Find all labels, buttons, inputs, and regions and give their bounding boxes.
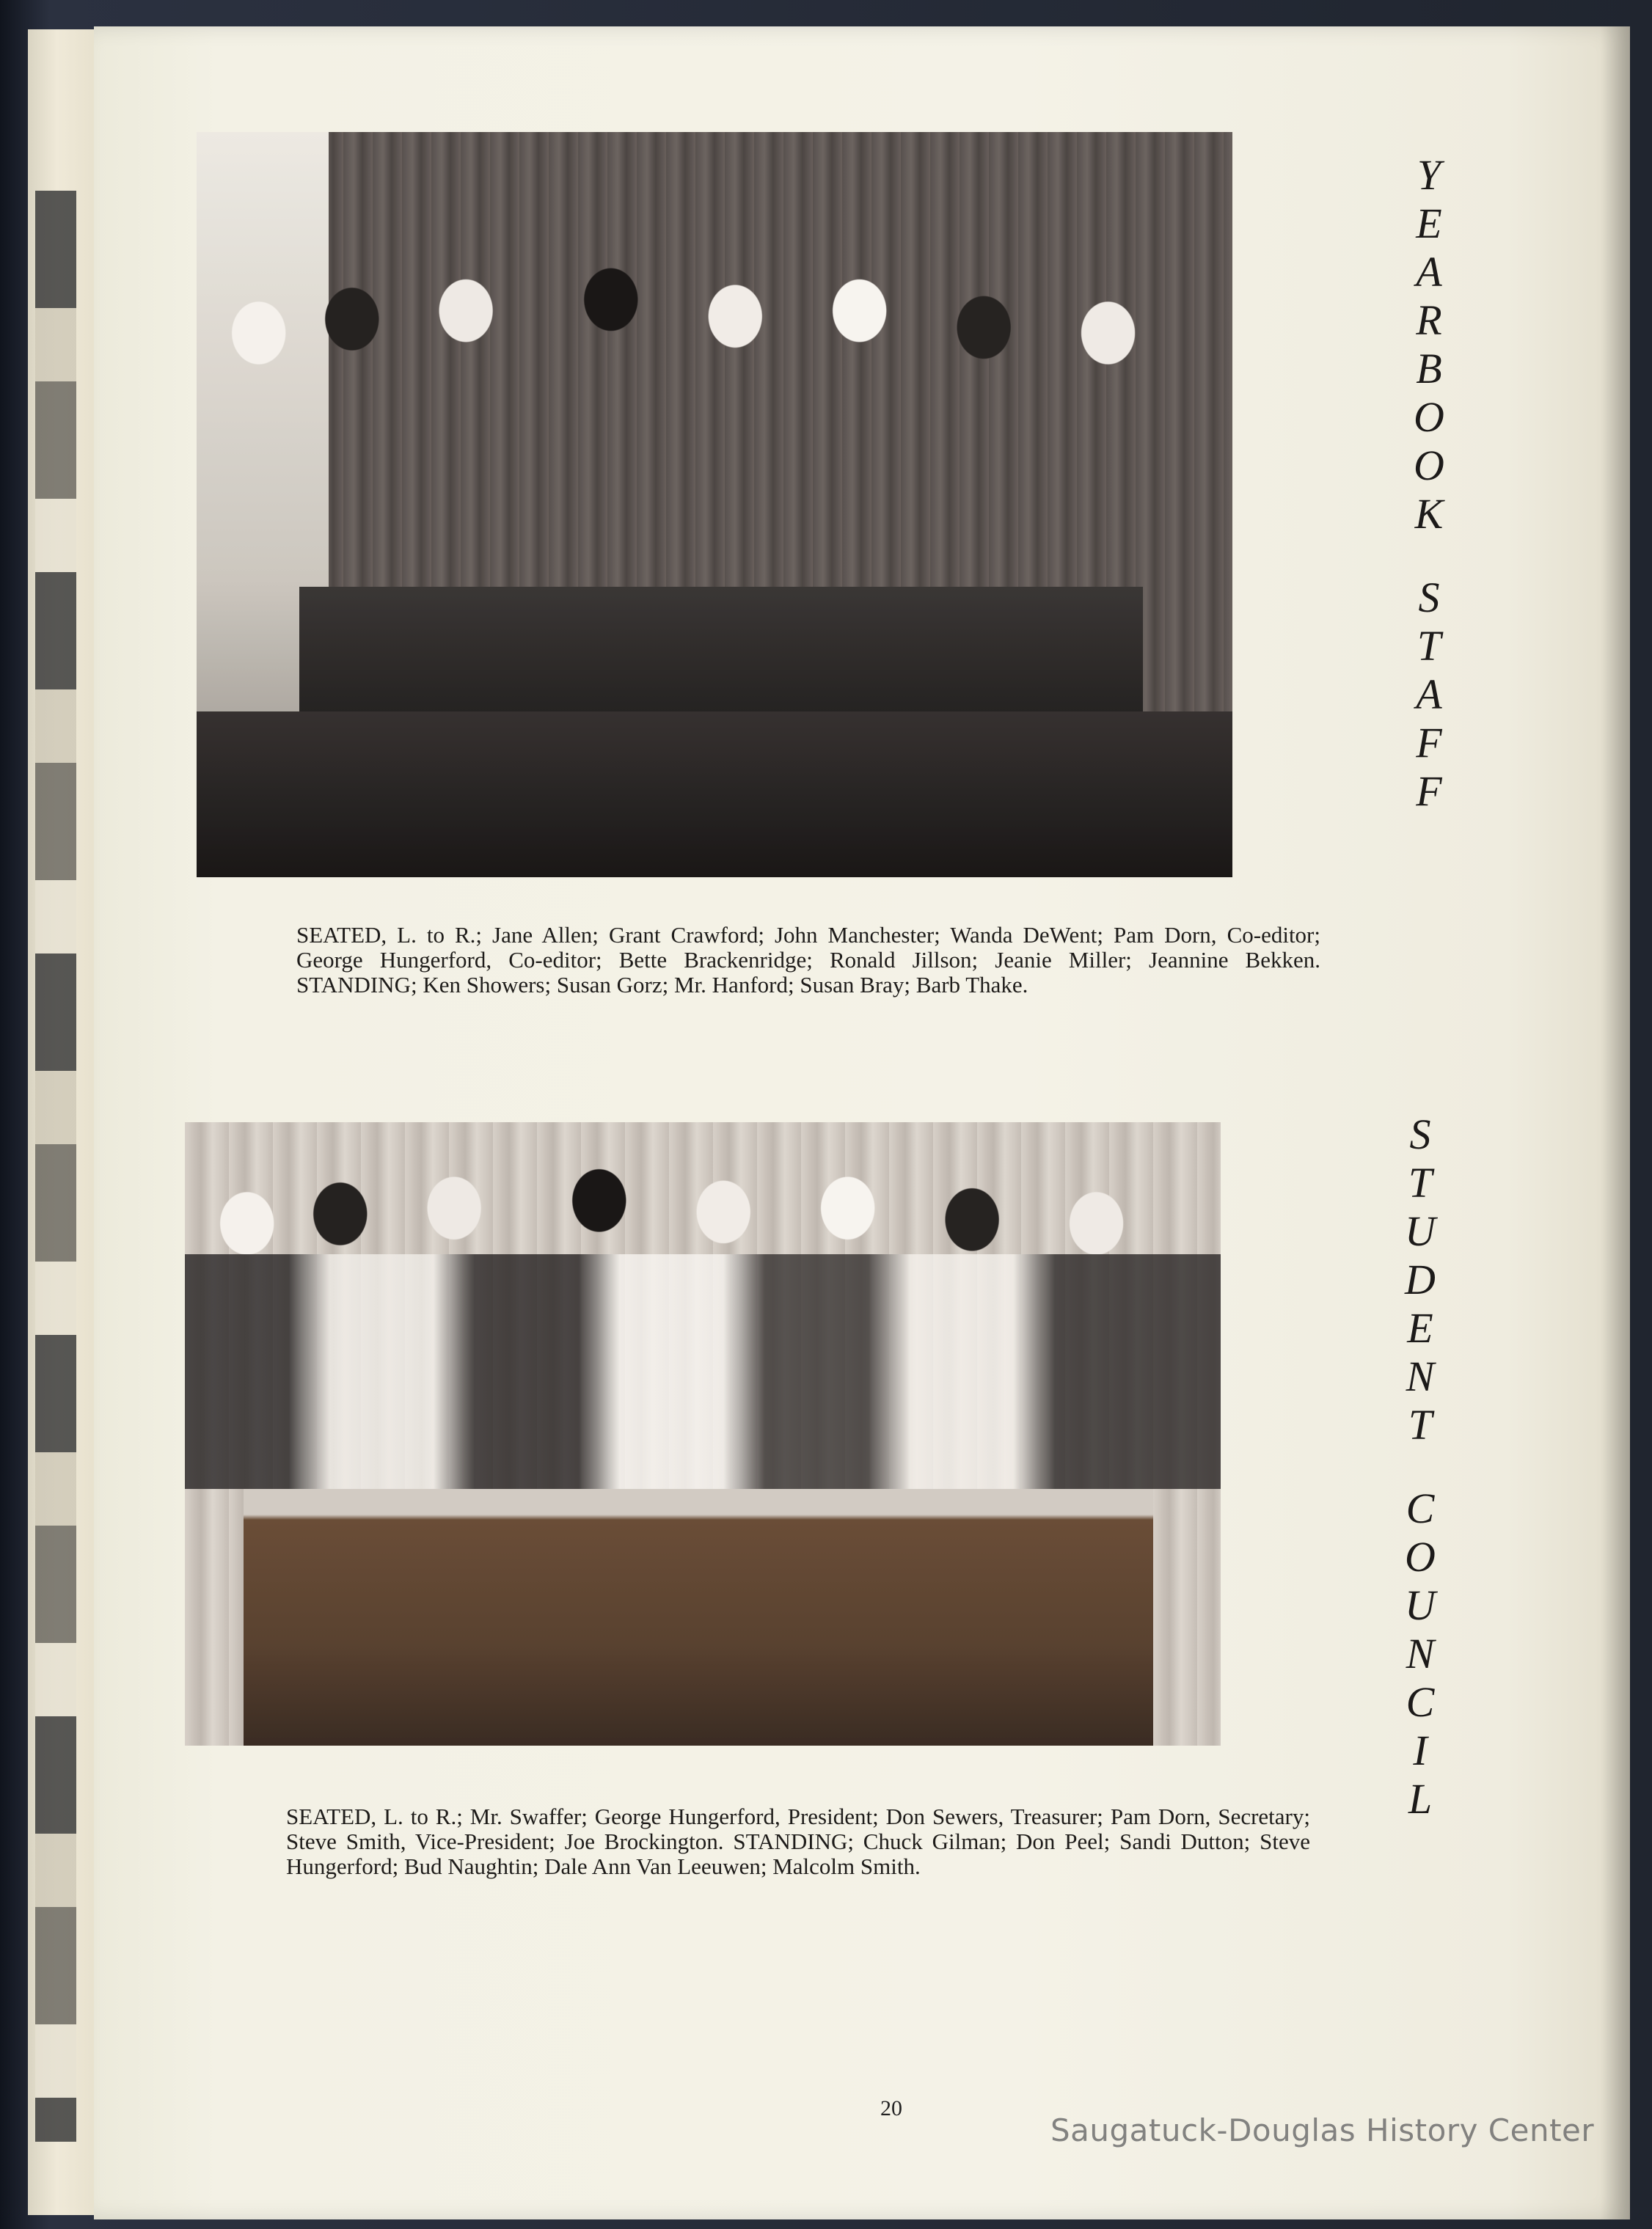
title-letter: E: [1407, 1304, 1433, 1352]
title-letter: E: [1416, 200, 1442, 247]
yearbook-staff-title: [1400, 151, 1458, 816]
title-letter: O: [1414, 442, 1444, 489]
photo-floor: [197, 711, 1232, 877]
yearbook-staff-photo: [197, 132, 1232, 877]
page-gutter-shadow: [1601, 26, 1630, 2219]
photo-desks: [244, 1489, 1153, 1746]
title-letter: L: [1408, 1775, 1433, 1823]
title-letter: A: [1416, 670, 1442, 718]
student-council-title: [1391, 1110, 1450, 1823]
yearbook-staff-caption: [296, 923, 1320, 998]
title-letter: O: [1414, 393, 1444, 441]
photo-table: [299, 587, 1143, 711]
title-letter: D: [1405, 1256, 1436, 1303]
watermark-text: Saugatuck-Douglas History Center: [1050, 2112, 1595, 2148]
title-letter: T: [1417, 622, 1441, 670]
title-letter: U: [1405, 1207, 1436, 1255]
title-letter: K: [1414, 490, 1444, 538]
title-letter: A: [1416, 248, 1442, 296]
title-letter: N: [1406, 1630, 1435, 1677]
title-letter: Y: [1417, 151, 1441, 199]
title-letter: R: [1416, 296, 1442, 344]
title-letter: I: [1413, 1727, 1428, 1774]
photo-people: [197, 249, 1232, 528]
student-council-caption: [286, 1804, 1310, 1879]
title-letter: F: [1416, 767, 1442, 815]
title-gap: [1400, 538, 1458, 574]
facing-page-strip: [35, 191, 76, 2142]
student-council-caption-text: SEATED, L. to R.; Mr. Swaffer; George Hungerford, President; Don Sewers, Treasurer; Pam Dorn, Secretary; Steve Smith, Vice-President; Joe Brockington. STANDING; Chuck Gilman; Don Peel; Sandi Dutton; Steve Hungerford; Bud Naughtin; Dale Ann Van Leeuwen; Malcolm Smith.: [286, 1804, 1310, 1879]
title-letter: T: [1408, 1401, 1433, 1449]
title-letter: U: [1405, 1581, 1436, 1629]
title-letter: S: [1418, 574, 1440, 621]
title-letter: B: [1416, 345, 1442, 392]
title-letter: T: [1408, 1159, 1433, 1207]
student-council-photo: [185, 1122, 1221, 1746]
title-letter: C: [1406, 1485, 1435, 1532]
page-number: 20: [880, 2096, 902, 2120]
title-letter: N: [1406, 1353, 1435, 1400]
title-letter: F: [1416, 719, 1442, 766]
title-letter: C: [1406, 1678, 1435, 1726]
title-letter: O: [1405, 1533, 1436, 1581]
yearbook-staff-caption-text: SEATED, L. to R.; Jane Allen; Grant Crawford; John Manchester; Wanda DeWent; Pam Dorn, Co-editor; George Hungerford, Co-editor; Bette Brackenridge; Ronald Jillson; Jeanie Miller; Jeannine Bekken. STANDING; Ken Showers; Susan Gorz; Mr. Hanford; Susan Bray; Barb Thake.: [296, 922, 1320, 998]
title-gap: [1391, 1449, 1450, 1485]
photo-clothing: [185, 1254, 1221, 1489]
title-letter: S: [1409, 1110, 1431, 1158]
